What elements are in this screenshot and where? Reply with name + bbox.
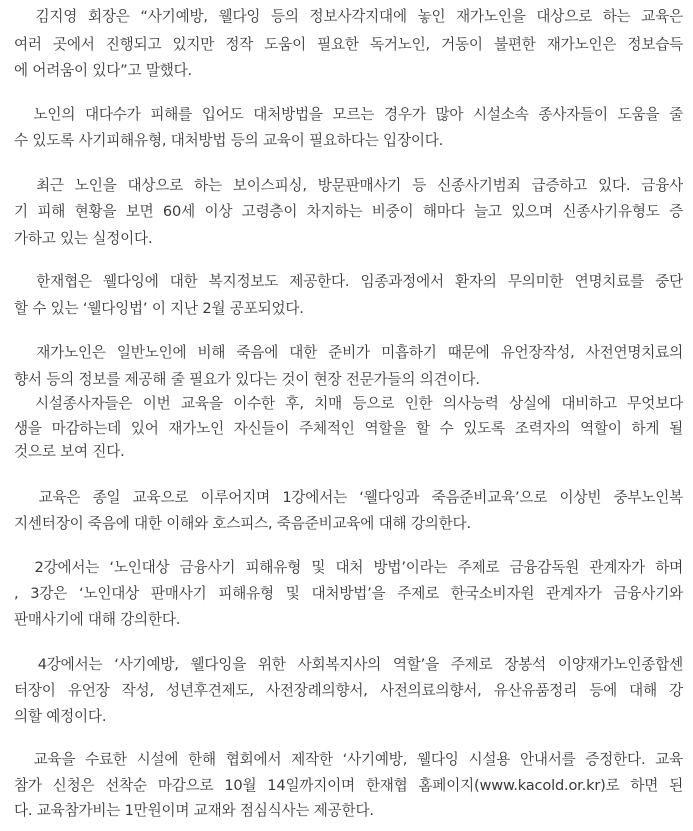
paragraph-7-line-1: 2강에서는 ‘노인대상 금융사기 피해유형 및 대처 방법’이라는 주제로 금융감독원 관계자가 하며 — [14, 559, 683, 576]
paragraph-4-line-1: 한재협은 웰다잉에 대한 복지정보도 제공한다. 임종과정에서 환자의 무의미한 연명치료를 중단 — [14, 273, 683, 290]
paragraph-3-line-3: 가하고 있는 실정이다. — [14, 230, 153, 247]
paragraph-5-line-1: 재가노인은 일반노인에 비해 죽음에 대한 준비가 미흡하기 때문에 유언장작성, 사전연명치료의 — [14, 344, 683, 361]
paragraph-1-line-2: 여러 곳에서 진행되고 있지만 정작 도움이 필요한 독거노인, 거동이 불편한 재가노인은 정보습득 — [14, 36, 683, 53]
paragraph-2-line-1: 노인의 대다수가 피해를 입어도 대처방법을 모르는 경우가 많아 시설소속 종사자들이 도움을 줄 — [14, 106, 683, 123]
paragraph-9-line-2: 참가 신청은 선착순 마감으로 10월 14일까지이며 한재협 홈페이지(www.kacold.or.kr)로 하면 된 — [14, 777, 683, 794]
paragraph-9-line-3: 다. 교육참가비는 1만원이며 교재와 점심식사는 제공한다. — [14, 802, 374, 819]
paragraph-1-line-1: 김지영 회장은 “사기예방, 웰다잉 등의 정보사각지대에 놓인 재가노인을 대상으로 하는 교육은 — [14, 8, 683, 25]
paragraph-8-line-1: 4강에서는 ‘사기예방, 웰다잉을 위한 사회복지사의 역할’을 주제로 장봉석 이양재가노인종합센 — [14, 656, 683, 673]
paragraph-5-line-4: 생을 마감하는데 있어 재가노인 자신들이 주체적인 역할을 할 수 있도록 조력자의 역할이 하게 될 — [14, 420, 683, 437]
paragraph-8-line-3: 의할 예정이다. — [14, 708, 107, 725]
paragraph-5-line-5: 것으로 보여 진다. — [14, 443, 125, 460]
paragraph-6-line-1: 교육은 종일 교육으로 이루어지며 1강에서는 ‘웰다잉과 죽음준비교육’으로 이상빈 중부노인복 — [14, 489, 683, 506]
paragraph-8-line-2: 터장이 유언장 작성, 성년후견제도, 사전장례의향서, 사전의료의향서, 유산유품정리 등에 대해 강 — [14, 682, 683, 699]
paragraph-1-line-3: 에 어려움이 있다”고 말했다. — [14, 62, 192, 79]
paragraph-5-line-3: 시설종사자들은 이번 교육을 이수한 후, 치매 등으로 인한 의사능력 상실에 대비하고 무엇보다 — [14, 395, 683, 412]
paragraph-3-line-2: 기 피해 현황을 보면 60세 이상 고령층이 차지하는 비중이 해마다 늘고 있으며 신종사기유형도 증 — [14, 203, 683, 220]
paragraph-7-line-2: , 3강은 ‘노인대상 판매사기 피해유형 및 대처방법’을 주제로 한국소비자원 관계자가 금융사기와 — [14, 585, 683, 602]
paragraph-4-line-2: 할 수 있는 ‘웰다잉법’ 이 지난 2월 공포되었다. — [14, 300, 304, 317]
paragraph-6-line-2: 지센터장이 죽음에 대한 이해와 호스피스, 죽음준비교육에 대해 강의한다. — [14, 515, 471, 532]
paragraph-5-line-2: 향서 등의 정보를 제공해 줄 필요가 있다는 것이 현장 전문가들의 의견이다. — [14, 371, 480, 388]
paragraph-3-line-1: 최근 노인을 대상으로 하는 보이스피싱, 방문판매사기 등 신종사기범죄 급증하고 있다. 금융사 — [14, 177, 683, 194]
paragraph-2-line-2: 수 있도록 사기피해유형, 대처방법 등의 교육이 필요하다는 입장이다. — [14, 132, 444, 149]
paragraph-7-line-3: 판매사기에 대해 강의한다. — [14, 611, 181, 628]
paragraph-9-line-1: 교육을 수료한 시설에 한해 협회에서 제작한 ‘사기예방, 웰다잉 시설용 안내서를 증정한다. 교육 — [14, 751, 683, 768]
